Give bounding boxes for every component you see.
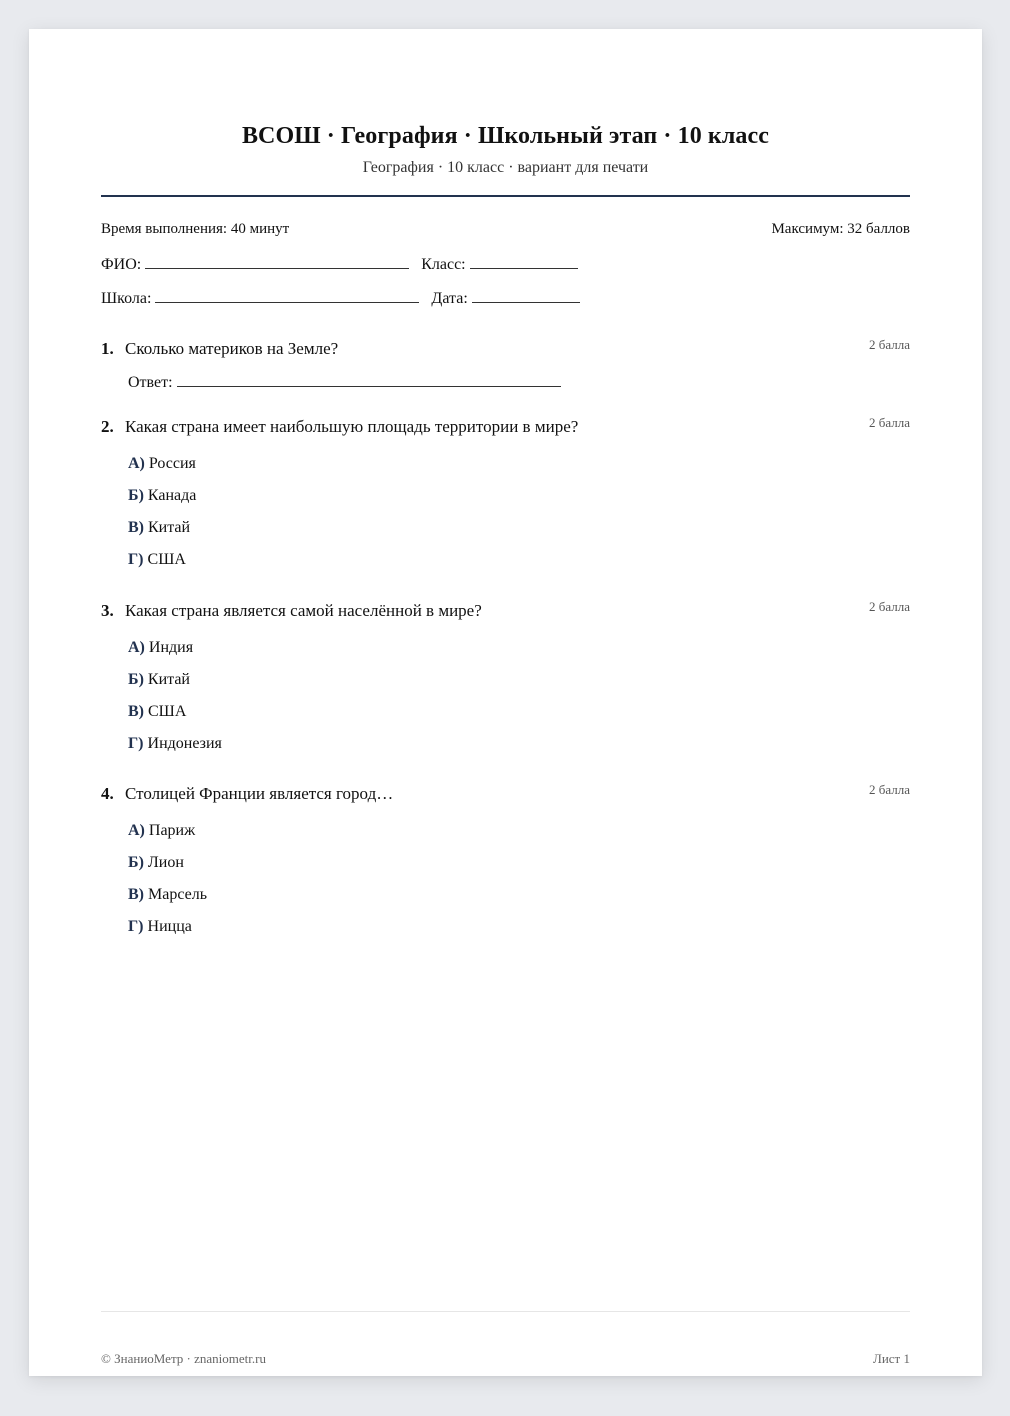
student-fields-row-2 (101, 288, 580, 308)
answer-option (128, 544, 910, 576)
option-letter: В) (128, 519, 144, 536)
answer-option (128, 815, 910, 847)
option-text: Китай (147, 671, 190, 688)
page-subtitle: География · 10 класс · вариант для печати (362, 159, 649, 176)
question-header (101, 600, 910, 622)
option-text: Россия (148, 455, 196, 472)
printable-sheet (29, 29, 982, 1376)
option-letter: А) (128, 455, 145, 472)
sheet-content (101, 29, 910, 1376)
option-letter: Б) (128, 671, 144, 688)
answer-options (128, 815, 910, 943)
option-text: Ницца (147, 918, 192, 935)
question-2 (101, 416, 910, 576)
answer-option (128, 664, 910, 696)
option-letter: В) (128, 703, 144, 720)
max-score: Максимум: 32 баллов (771, 221, 910, 237)
date-label: Дата: (431, 290, 468, 307)
answer-options (128, 448, 910, 576)
answer-option (128, 879, 910, 911)
question-points: 2 балла (869, 599, 910, 614)
answer-blank-line (177, 372, 561, 387)
option-text: США (147, 551, 186, 568)
answer-label: Ответ: (128, 374, 173, 391)
answer-option (128, 448, 910, 480)
exam-meta (101, 221, 910, 238)
question-text: Какая страна является самой населённой в мире? (125, 601, 482, 620)
question-points: 2 балла (869, 782, 910, 797)
option-letter: Б) (128, 854, 144, 871)
question-text: Какая страна имеет наибольшую площадь территории в мире? (125, 417, 579, 436)
answer-option (128, 847, 910, 879)
option-text: Париж (148, 822, 196, 839)
question-4 (101, 783, 910, 943)
question-number: 2. (101, 417, 114, 436)
option-letter: Б) (128, 487, 144, 504)
header-divider (101, 195, 910, 197)
question-header (101, 338, 910, 360)
footer-divider (101, 1311, 910, 1312)
fio-blank-line (145, 254, 409, 269)
question-text: Сколько материков на Земле? (125, 339, 339, 358)
page-number: Лист 1 (873, 1351, 910, 1366)
class-blank-line (470, 254, 578, 269)
footer-copyright: © ЗнаниоМетр · znaniometr.ru (101, 1351, 266, 1366)
option-text: Лион (147, 854, 184, 871)
answer-option (128, 512, 910, 544)
question-number: 3. (101, 601, 114, 620)
option-letter: Г) (128, 918, 144, 935)
option-text: Марсель (148, 886, 208, 903)
answer-option (128, 911, 910, 943)
school-blank-line (155, 288, 419, 303)
option-text: Китай (148, 519, 191, 536)
option-text: Индия (148, 639, 194, 656)
question-points: 2 балла (869, 337, 910, 352)
question-number: 4. (101, 784, 114, 803)
option-text: США (148, 703, 187, 720)
question-header (101, 783, 910, 805)
question-text: Столицей Франции является город… (125, 784, 394, 803)
question-3 (101, 600, 910, 760)
date-blank-line (472, 288, 580, 303)
option-letter: А) (128, 639, 145, 656)
answer-option (128, 632, 910, 664)
option-text: Канада (147, 487, 197, 504)
fio-label: ФИО: (101, 256, 142, 273)
answer-option (128, 480, 910, 512)
option-letter: Г) (128, 551, 144, 568)
answer-field (128, 372, 910, 392)
option-letter: Г) (128, 735, 144, 752)
answer-options (128, 632, 910, 760)
question-1 (101, 338, 910, 392)
option-letter: А) (128, 822, 145, 839)
page-title: ВСОШ · География · Школьный этап · 10 класс (241, 123, 770, 149)
page-footer (101, 1351, 910, 1367)
class-label: Класс: (421, 256, 466, 273)
answer-option (128, 696, 910, 728)
school-label: Школа: (101, 290, 152, 307)
question-header (101, 416, 910, 438)
student-fields-row-1 (101, 254, 578, 274)
question-number: 1. (101, 339, 114, 358)
option-letter: В) (128, 886, 144, 903)
time-limit: Время выполнения: 40 минут (101, 221, 290, 237)
option-text: Индонезия (147, 735, 222, 752)
answer-option (128, 728, 910, 760)
question-points: 2 балла (869, 415, 910, 430)
